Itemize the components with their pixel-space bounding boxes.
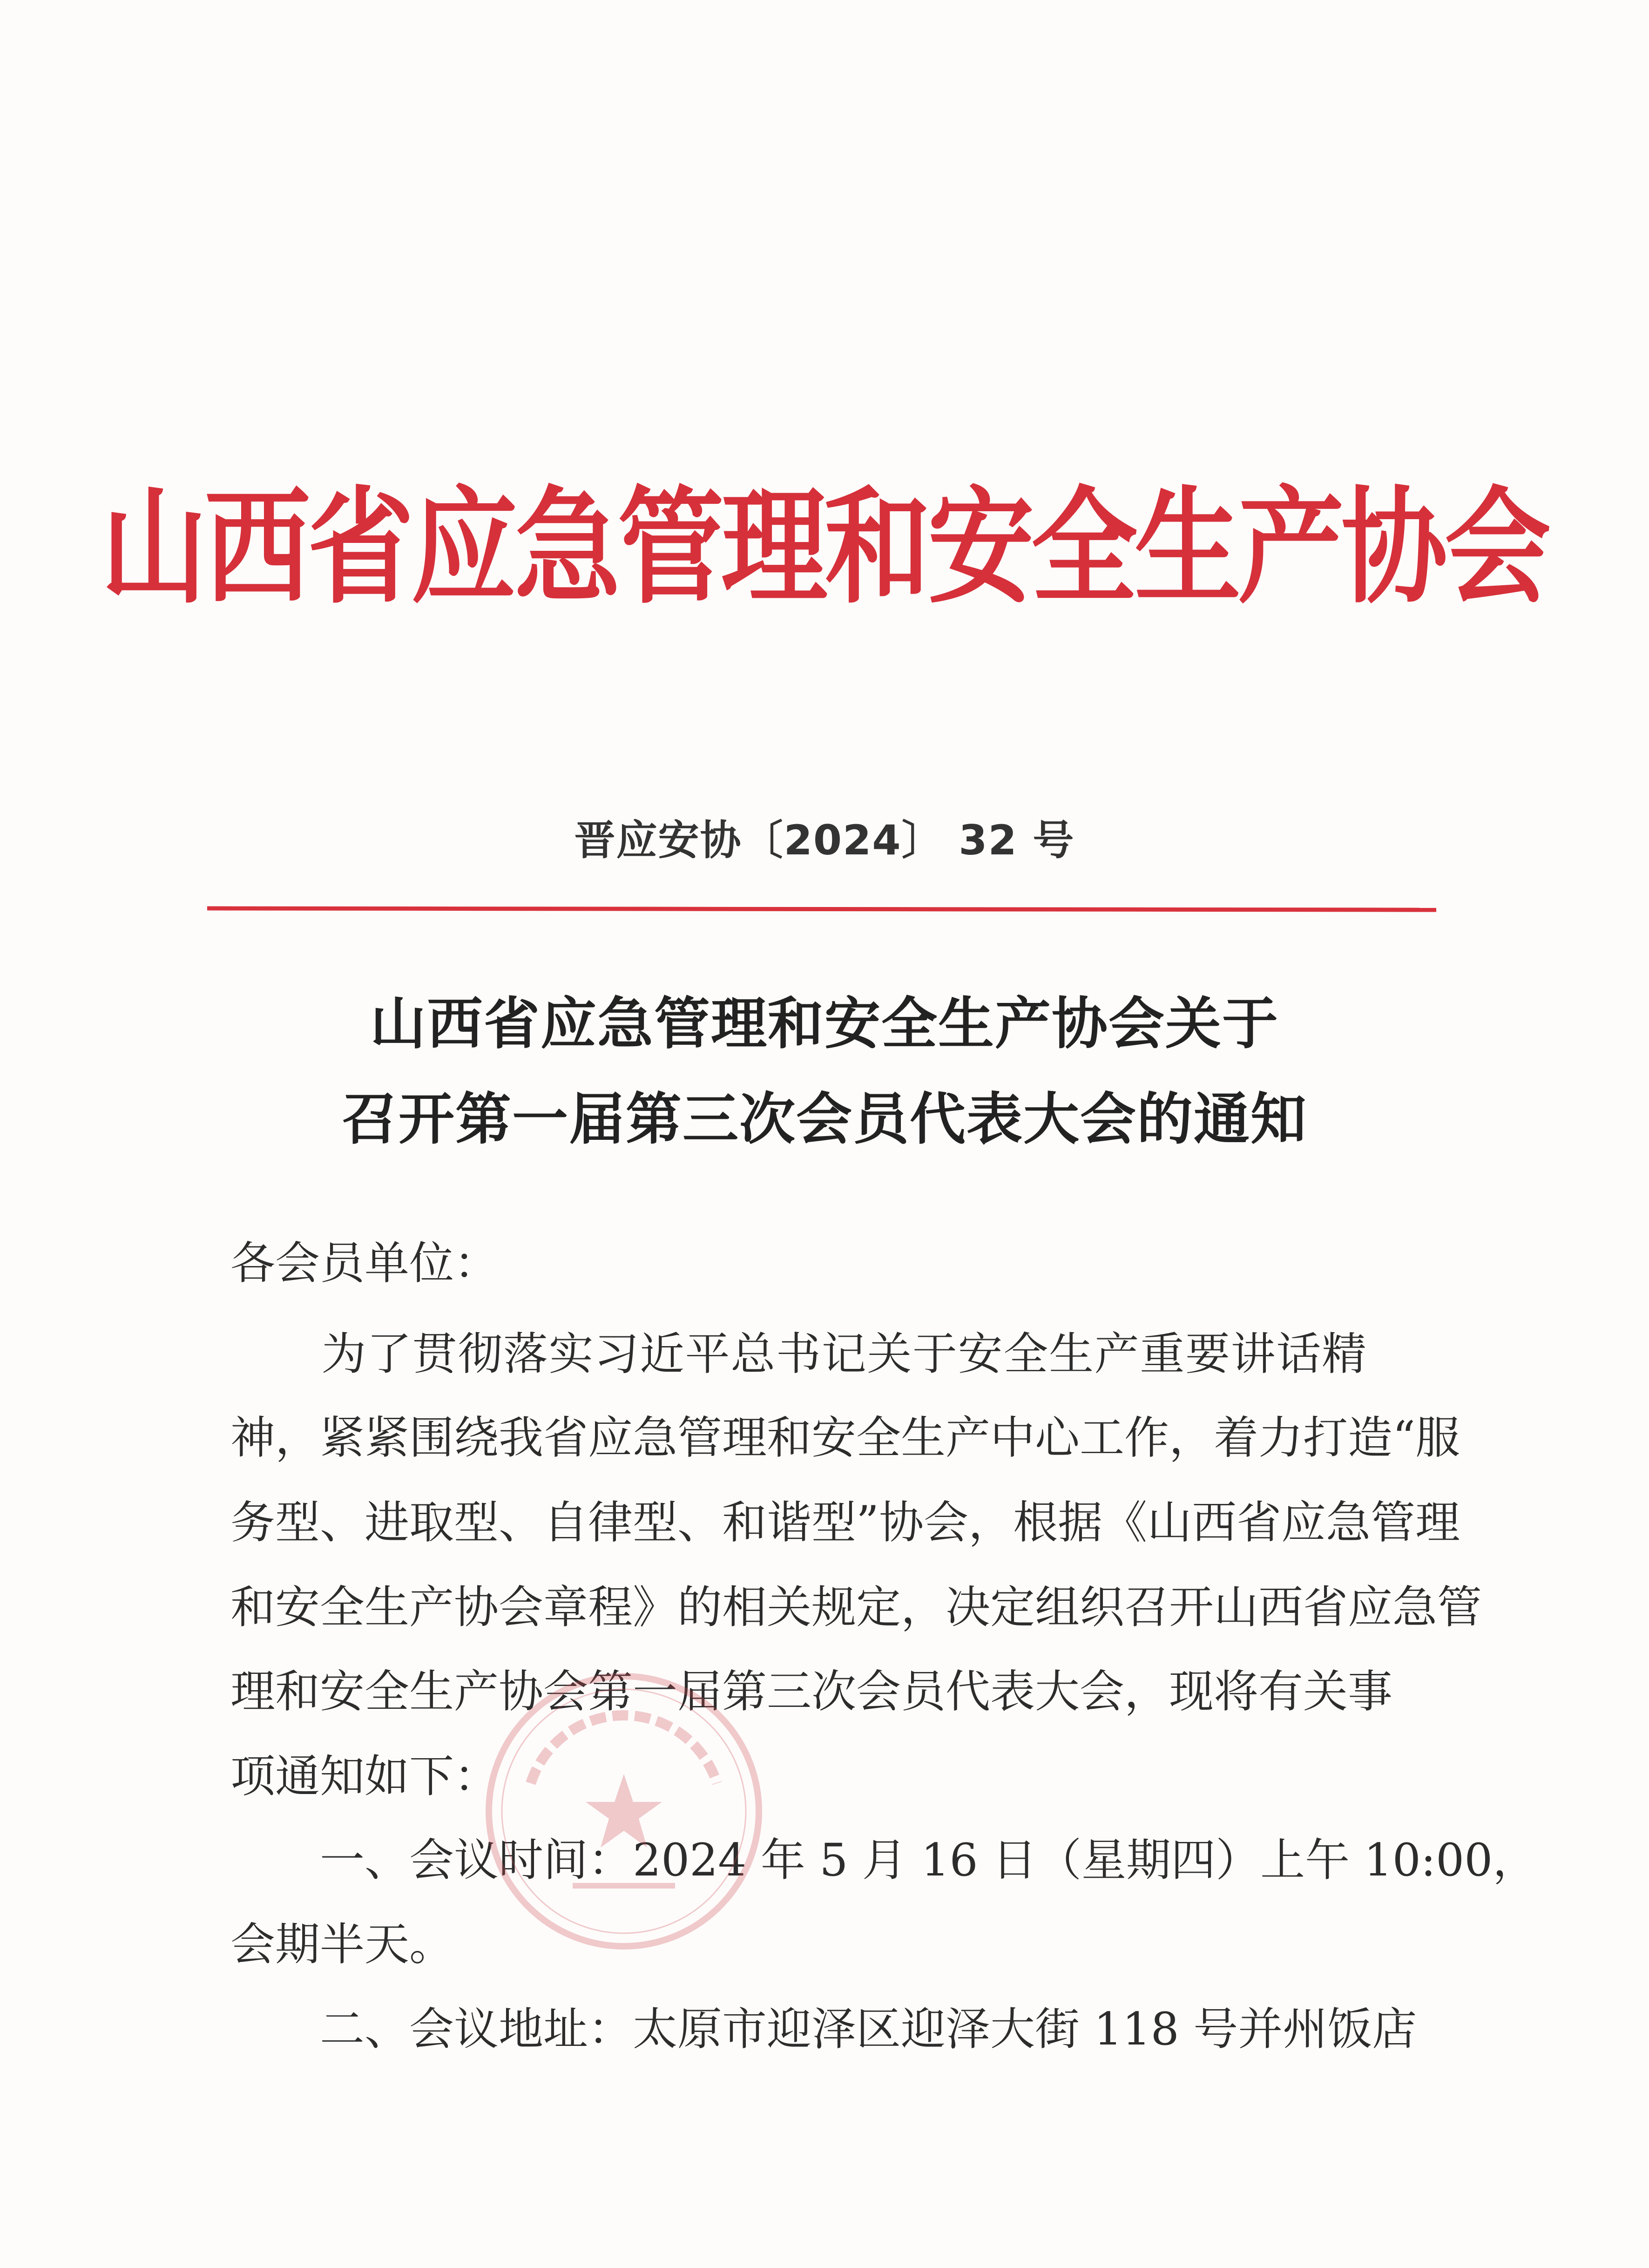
body-line: 神，紧紧围绕我省应急管理和安全生产中心工作，着力打造“服 (230, 1412, 1460, 1464)
official-seal-icon (480, 1667, 768, 1956)
notice-title-line-2: 召开第一届第三次会员代表大会的通知 (342, 1087, 1307, 1152)
body-line: 二、会议地址：太原市迎泽区迎泽大街 118 号并州饭店 (230, 2003, 1417, 2055)
body-line: 和安全生产协会章程》的相关规定，决定组织召开山西省应急管 (230, 1581, 1482, 1633)
body-line: 会期半天。 (230, 1918, 454, 1970)
body-line: 理和安全生产协会第一届第三次会员代表大会，现将有关事 (230, 1665, 1392, 1718)
body-line: 项通知如下： (230, 1750, 499, 1802)
body-line: 一、会议时间：2024 年 5 月 16 日（星期四）上午 10:00， (230, 1834, 1538, 1886)
body-line: 为了贯彻落实习近平总书记关于安全生产重要讲话精 (230, 1328, 1366, 1380)
document-number: 晋应安协〔2024〕 32 号 (574, 816, 1075, 864)
red-divider-line (207, 906, 1436, 912)
organization-header: 山西省应急管理和安全生产协会 (101, 473, 1548, 621)
body-line: 务型、进取型、自律型、和谐型”协会，根据《山西省应急管理 (230, 1496, 1460, 1549)
salutation: 各会员单位： (230, 1237, 499, 1289)
notice-title-line-1: 山西省应急管理和安全生产协会关于 (370, 992, 1279, 1056)
